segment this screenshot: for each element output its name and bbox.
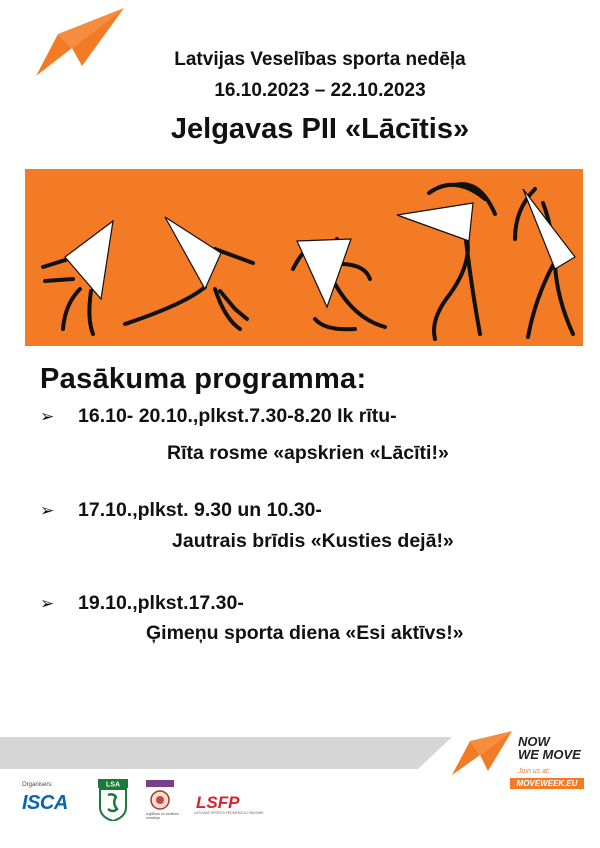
program-item-time: 16.10- 20.10.,plkst.7.30-8.20 Ik rītu- [78,405,397,427]
program-item-event: Rīta rosme «apskrien «Lācīti!» [167,442,449,464]
bullet-arrow-icon: ➢ [40,407,55,426]
lsa-shield-icon [98,779,128,821]
ministry-label: Izglītības un zinātnes ministrija [146,812,179,820]
program-item-time: 17.10.,plkst. 9.30 un 10.30- [78,499,322,521]
program-item-event: Ģimeņu sporta diena «Esi aktīvs!» [146,622,464,644]
page-title: Jelgavas PII «Lācītis» [170,113,470,145]
dancing-figures-illustration [25,169,583,346]
program-item-time: 19.10.,plkst.17.30- [78,592,244,614]
moveweek-brand-icon [452,731,514,775]
lsfp-sub-label: LATVIJAS SPORTA FEDERĀCIJU PADOME [194,811,264,815]
bullet-arrow-icon: ➢ [40,594,55,613]
lsa-label: LSA [106,781,120,789]
organisers-label: Organisers: [22,782,54,788]
program-item-event: Jautrais brīdis «Kusties dejā!» [172,530,454,552]
lsfp-logo: LSFP [196,793,240,812]
event-subtitle: Latvijas Veselības sporta nedēļa [174,49,466,70]
moveweek-join-text: Join us at: [518,768,550,775]
moveweek-slogan: NOW WE MOVE [518,734,581,762]
event-dates: 16.10.2023 – 22.10.2023 [214,80,426,101]
program-heading: Pasākuma programma: [40,363,367,395]
bullet-arrow-icon: ➢ [40,501,55,520]
ministry-emblem-icon [146,780,174,814]
banner-figures [25,169,583,346]
moveweek-url: MOVEWEEK.EU [510,778,584,789]
isca-logo: ISCA [22,792,68,814]
